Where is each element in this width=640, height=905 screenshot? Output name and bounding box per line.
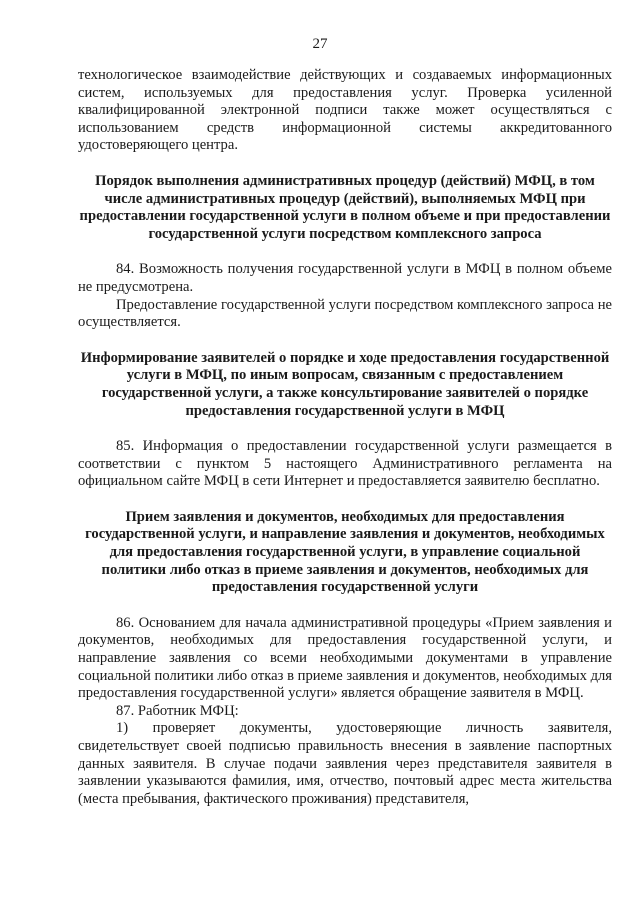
section-heading-procedures: Порядок выполнения административных процедур (действий) МФЦ, в том числе административных процедур (действий), выполняемых МФЦ при предоставлении государственной услуги в полном объеме и при предоставлении государственной услуги посредством комплексного запроса: [79, 172, 611, 242]
document-body: [78, 67, 612, 808]
paragraph-87: 87. Работник МФЦ:: [116, 702, 239, 719]
paragraph-84-continued: Предоставление государственной услуги посредством комплексного запроса не осуществляется.: [78, 296, 612, 331]
page-number: 27: [312, 36, 328, 52]
section-heading-reception: Прием заявления и документов, необходимых для предоставления государственной услуги, и направление заявления и документов, необходимых для предоставления государственной услуги, в управление социальной политики либо отказ в приеме заявления и документов, необходимых для предоставления государственной услуги: [85, 508, 605, 596]
paragraph-intro: технологическое взаимодействие действующих и создаваемых информационных систем, используемых для предоставления услуг. Проверка усиленной квалифицированной электронной подписи также может осуществляться с использованием средств информационной системы аккредитованного удостоверяющего центра.: [78, 67, 612, 154]
section-heading-informing: Информирование заявителей о порядке и ходе предоставления государственной услуги в МФЦ, по иным вопросам, связанным с предоставлением государственной услуги, а также консультирование заявителей о порядке предоставления государственной услуги в МФЦ: [80, 349, 610, 419]
paragraph-85: 85. Информация о предоставлении государственной услуги размещается в соответствии с пунктом 5 настоящего Административного регламента на официальном сайте МФЦ в сети Интернет и предоставляется заявителю бесплатно.: [78, 438, 612, 490]
paragraph-87-item-1: 1) проверяет документы, удостоверяющие личность заявителя, свидетельствует своей подписью правильность внесения в заявление паспортных данных заявителя. В случае подачи заявления через представителя заявителя в заявлении указываются фамилия, имя, отчество, почтовый адрес места жительства (места пребывания, фактического проживания) представителя,: [78, 720, 612, 807]
paragraph-84: 84. Возможность получения государственной услуги в МФЦ в полном объеме не предусмотрена.: [78, 261, 612, 295]
paragraph-86: 86. Основанием для начала административной процедуры «Прием заявления и документов, необходимых для предоставления государственной услуги, и направление заявления со всеми необходимыми документами в управление социальной политики либо отказ в приеме заявления и документов, необходимых для предоставления государственной услуги» является обращение заявителя в МФЦ.: [78, 614, 612, 702]
